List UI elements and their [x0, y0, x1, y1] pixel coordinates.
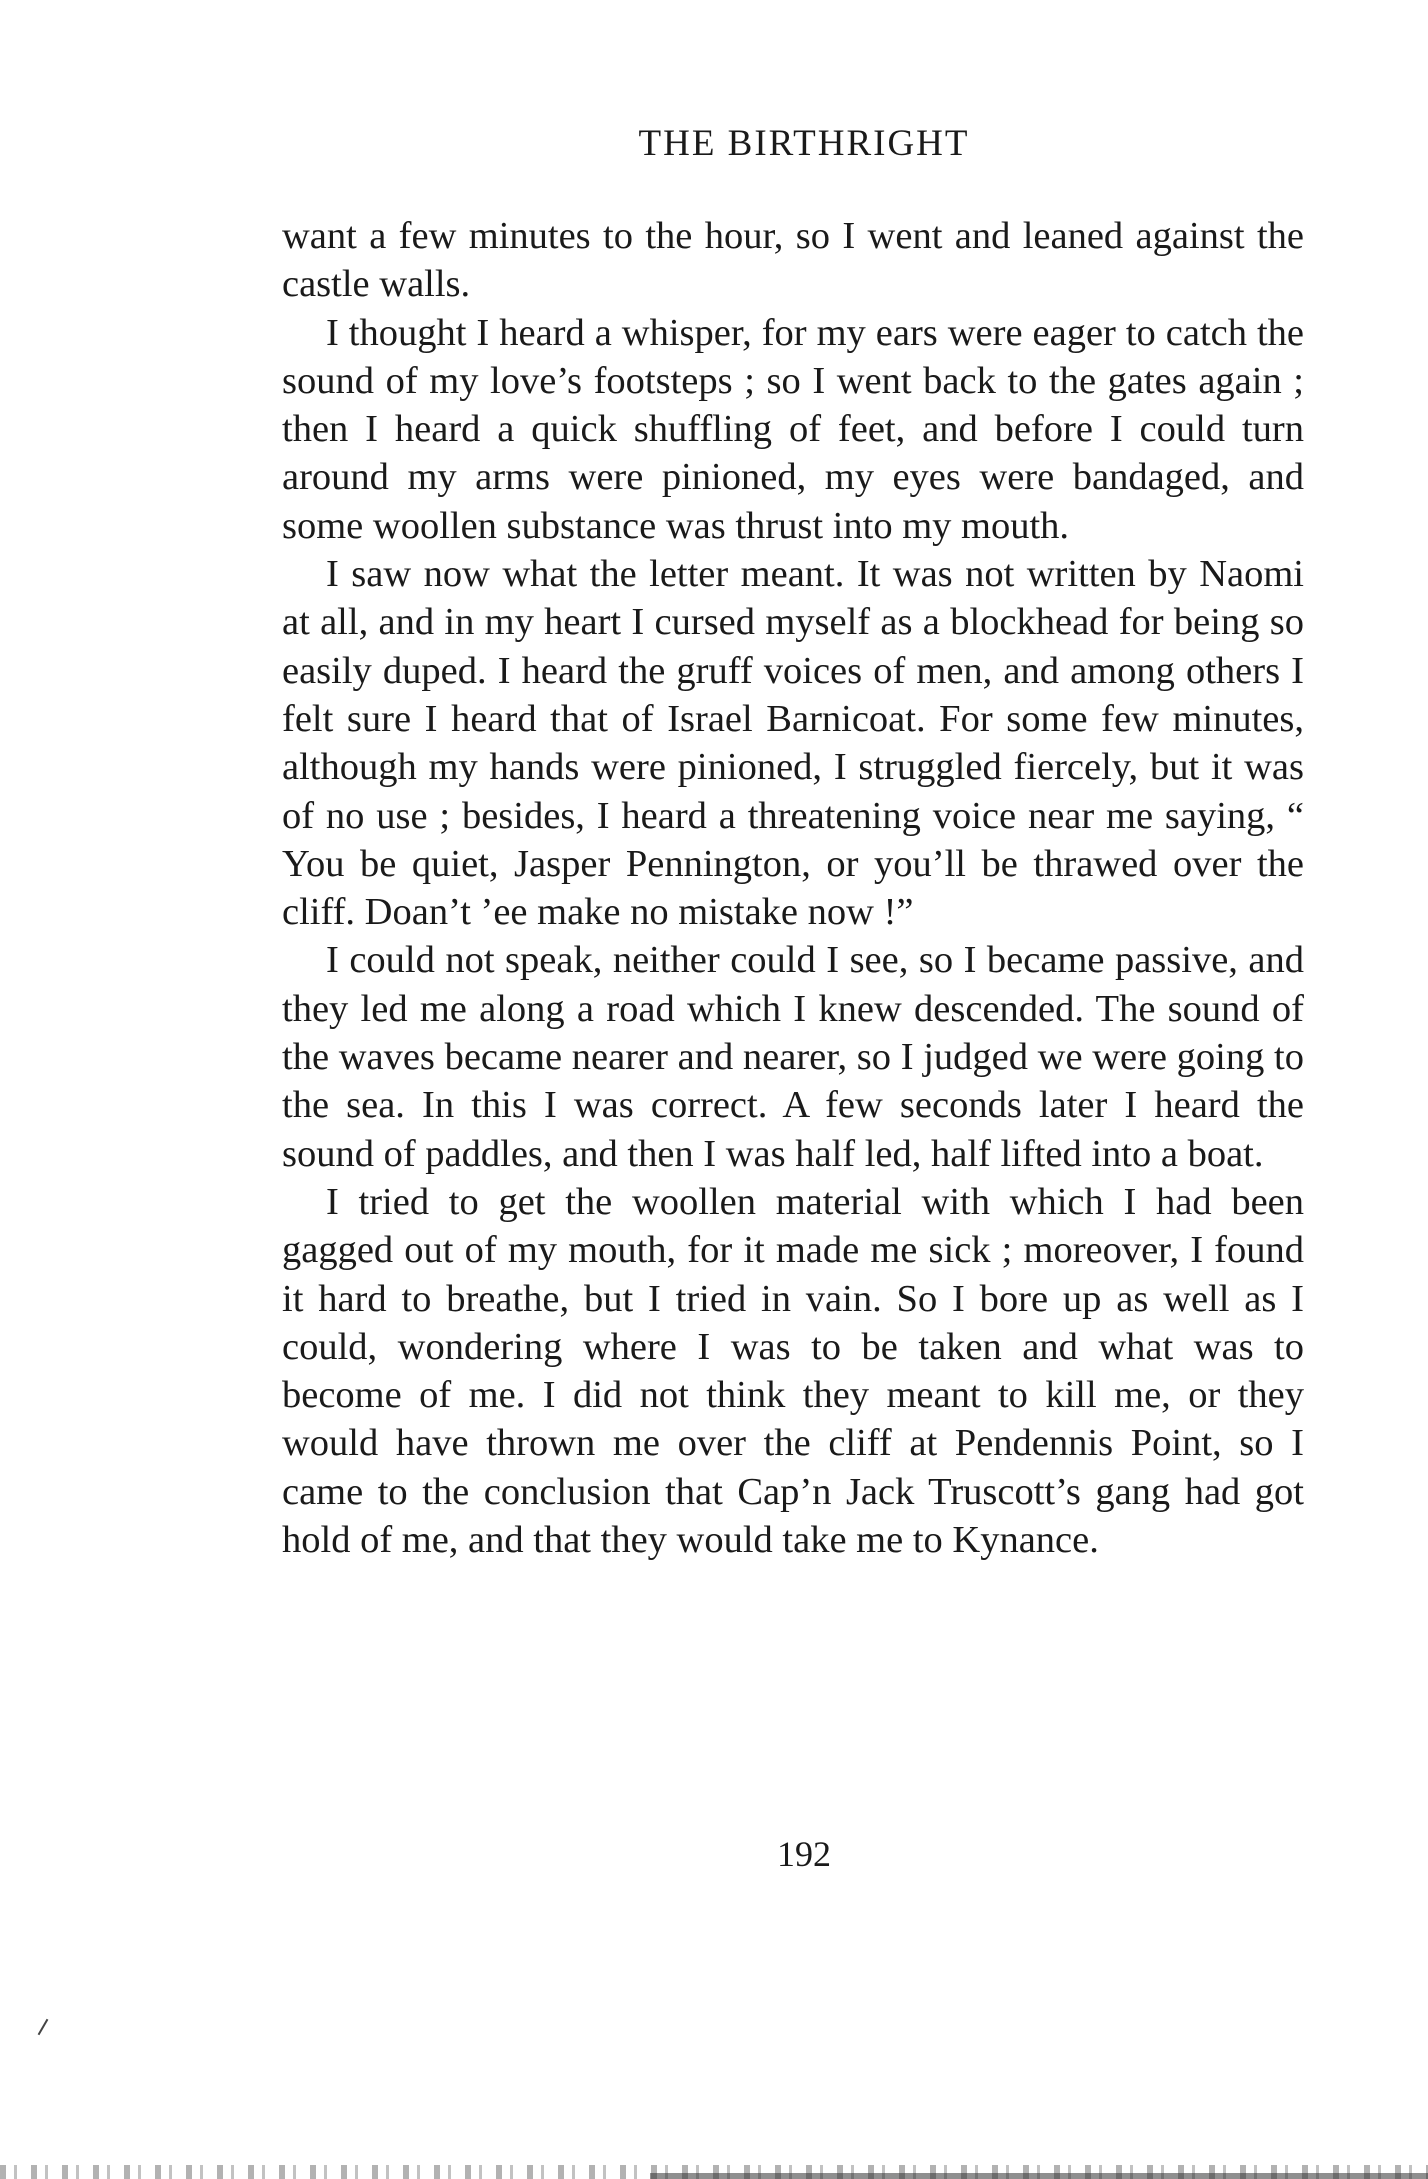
paragraph-5: I tried to get the woollen material with which I had been gagged out of my mouth, for it made me sick ; moreover, I found it hard to breathe, but I tried in vain. So I bore up as well as I could, wondering where I was to be taken and what was to become of me. I did not think they meant to kill me, or they would have thrown me over the cliff at Pendennis Point, so I came to the conclusion that Cap’n Jack Truscott’s gang had got hold of me, and that they would take me to Kynance.	[282, 1180, 1304, 1562]
paragraph-2: I thought I heard a whisper, for my ears were eager to catch the sound of my love’s footsteps ; so I went back to the gates again ; then I heard a quick shuffling of feet, and before I could turn around my arms were pinioned, my eyes were bandaged, and some woollen substance was thrust into my mouth.	[282, 311, 1304, 547]
paragraph-1: want a few minutes to the hour, so I went and leaned against the castle walls.	[282, 215, 1304, 306]
paragraph-4: I could not speak, neither could I see, so I became passive, and they led me along a road which I knew descended. The sound of the waves became nearer and nearer, so I judged we were going to the sea. In this I was correct. A few seconds later I heard the sound of paddles, and then I was half led, half lifted into a boat.	[282, 939, 1304, 1175]
body-text	[282, 212, 1304, 1564]
running-head: THE BIRTHRIGHT	[638, 123, 970, 164]
scan-edge-band	[650, 2173, 1428, 2179]
stray-ink-mark	[38, 2019, 49, 2036]
page-number: 192	[777, 1834, 831, 1874]
paragraph-3: I saw now what the letter meant. It was not written by Naomi at all, and in my heart I cursed myself as a blockhead for being so easily duped. I heard the gruff voices of men, and among others I felt sure I heard that of Israel Barnicoat. For some few minutes, although my hands were pinioned, I struggled fiercely, but it was of no use ; besides, I heard a threatening voice near me saying, “ You be quiet, Jasper Pennington, or you’ll be thrawed over the cliff. Doan’t ’ee make no mistake now !”	[282, 553, 1304, 934]
